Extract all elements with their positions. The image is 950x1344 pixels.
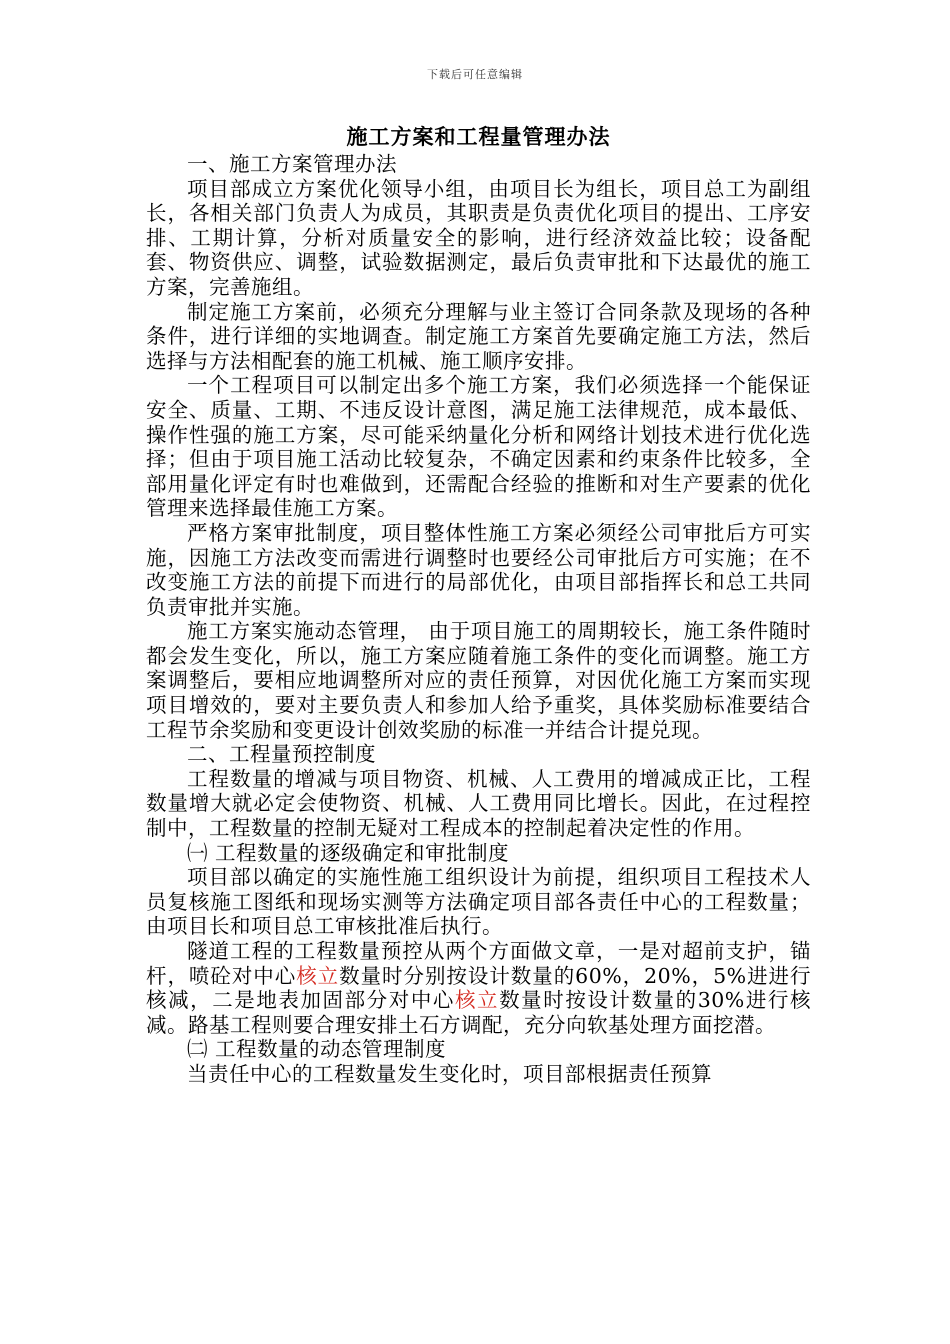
paragraph-2: 制定施工方案前，必须充分理解与业主签订合同条款及现场的各种条件，进行详细的实地调查。制定施工方案首先要确定施工方法，然后选择与方法相配套的施工机械、施工顺序安排。 [146, 299, 811, 373]
highlighted-term-1: 核立 [296, 963, 340, 988]
paragraph-5: 施工方案实施动态管理， 由于项目施工的周期较长，施工条件随时都会发生变化，所以，施工方案应随着施工条件的变化而调整。施工方案调整后，要相应地调整所对应的责任预算，对因优化施工方案而实现项目增效的，要对主要负责人和参加人给予重奖，具体奖励标准要结合工程节余奖励和变更设计创效奖励的标准一并结合计提兑现。 [146, 619, 811, 742]
paragraph-8-text-b: 数量时分别按设计数量的60%，20%，5%进进行核减，二是地表加固部分对中心 [146, 963, 812, 1013]
paragraph-8 [146, 939, 811, 1037]
header-note: 下载后可任意编辑 [427, 68, 523, 81]
paragraph-3: 一个工程项目可以制定出多个施工方案，我们必须选择一个能保证安全、质量、工期、不违反设计意图，满足施工法律规范，成本最低、操作性强的施工方案，尽可能采纳量化分析和网络计划技术进行优化选择；但由于项目施工活动比较复杂，不确定因素和约束条件比较多，全部用量化评定有时也难做到，还需配合经验的推断和对生产要素的优化管理来选择最佳施工方案。 [146, 373, 811, 521]
paragraph-9: 当责任中心的工程数量发生变化时，项目部根据责任预算 [187, 1061, 712, 1086]
section-heading-2: 二、工程量预控制度 [187, 742, 376, 767]
subsection-heading-1: ㈠ 工程数量的逐级确定和审批制度 [187, 840, 510, 865]
section-heading-1: 一、施工方案管理办法 [187, 152, 397, 176]
highlighted-term-2: 核立 [454, 988, 500, 1013]
paragraph-6: 工程数量的增减与项目物资、机械、人工费用的增减成正比，工程数量增大就必定会使物资、机械、人工费用同比增长。因此，在过程控制中，工程数量的控制无疑对工程成本的控制起着决定性的作用。 [146, 766, 811, 841]
paragraph-4: 严格方案审批制度，项目整体性施工方案必须经公司审批后方可实施，因施工方法改变而需进行调整时也要经公司审批后方可实施；在不改变施工方法的前提下而进行的局部优化，由项目部指挥长和总工共同负责审批并实施。 [146, 520, 811, 619]
paragraph-7: 项目部以确定的实施性施工组织设计为前提，组织项目工程技术人员复核施工图纸和现场实测等方法确定项目部各责任中心的工程数量；由项目长和项目总工审核批准后执行。 [146, 865, 811, 939]
subsection-heading-2: ㈡ 工程数量的动态管理制度 [187, 1037, 447, 1062]
document-body [146, 122, 811, 1087]
document-title: 施工方案和工程量管理办法 [346, 124, 611, 149]
paragraph-8-text-a: 隧道工程的工程数量预控从两个方面做文章，一是对超前支护，锚杆，喷砼对中心 [146, 939, 811, 988]
paragraph-8-text-c: 数量时按设计数量的30%进行核减。路基工程则要合理安排土石方调配，充分向软基处理方面挖潜。 [146, 988, 811, 1037]
paragraph-1: 项目部成立方案优化领导小组，由项目长为组长，项目总工为副组长，各相关部门负责人为成员，其职责是负责优化项目的提出、工序安排、工期计算，分析对质量安全的影响，进行经济效益比较；设备配套、物资供应、调整，试验数据测定，最后负责审批和下达最优的施工方案，完善施组。 [146, 176, 811, 299]
